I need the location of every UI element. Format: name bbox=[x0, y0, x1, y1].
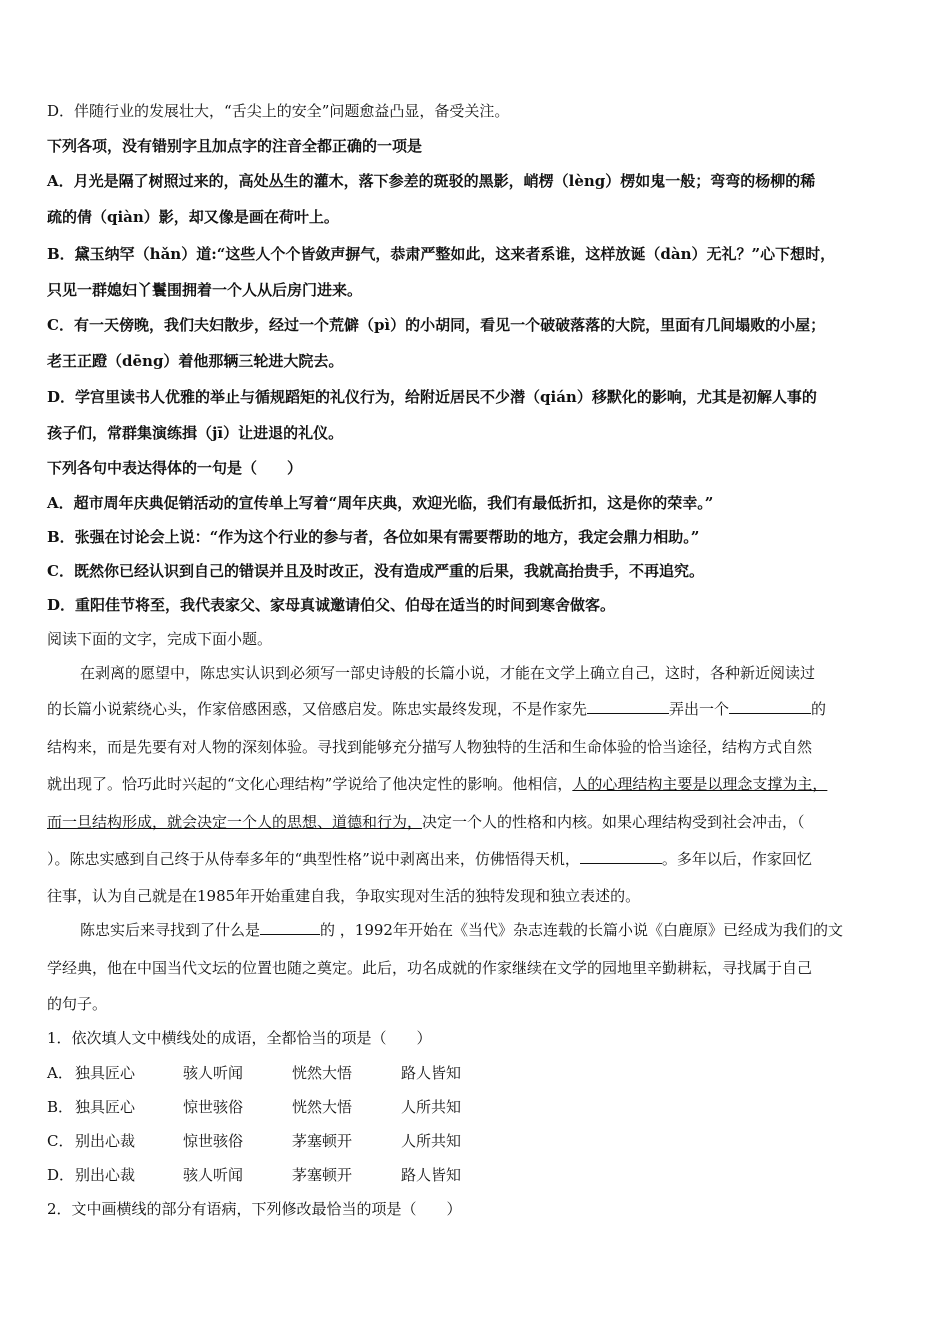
passage-text: ）。陈忠实感到自己终于从侍奉多年的“典型性格”说中剥离出来，仿佛悟得天机， bbox=[47, 850, 580, 868]
expression-option-a: A．超市周年庆典促销活动的宣传单上写着“周年庆典，欢迎光临，我们有最低折扣，这是你的荣幸。” bbox=[47, 494, 714, 512]
q1-option-word: 惊世骇俗 bbox=[183, 1098, 244, 1116]
expression-question-stem: 下列各句中表达得体的一句是（ ） bbox=[47, 459, 303, 477]
q1-option-word: 骇人听闻 bbox=[183, 1064, 244, 1082]
passage-line: 的句子。 bbox=[47, 995, 108, 1013]
q1-option-word: 骇人听闻 bbox=[183, 1166, 244, 1184]
pinyin-option-c-line2: 老王正蹬（dēng）着他那辆三轮进大院去。 bbox=[47, 352, 344, 370]
expression-option-c: C．既然你已经认识到自己的错误并且及时改正，没有造成严重的后果，我就高抬贵手，不再追究。 bbox=[47, 562, 704, 580]
pinyin-option-b-line1: B．黛玉纳罕（hǎn）道:“这些人个个皆敛声摒气，恭肃严整如此，这来者系谁，这样放诞（dàn）无礼？”心下想时， bbox=[47, 245, 836, 263]
passage-text: 陈忠实后来寻找到了什么是 bbox=[80, 921, 261, 939]
q1-option-word: 路人皆知 bbox=[401, 1166, 462, 1184]
pinyin-option-a-line2: 疏的倩（qiàn）影，却又像是画在荷叶上。 bbox=[47, 208, 339, 226]
q1-option-word: 人所共知 bbox=[401, 1098, 462, 1116]
underlined-sentence: 而一旦结构形成，就会决定一个人的思想、道德和行为， bbox=[47, 813, 423, 831]
q1-option-word: 独具匠心 bbox=[75, 1064, 136, 1082]
q0-option-d: D．伴随行业的发展壮大，“舌尖上的安全”问题愈益凸显，备受关注。 bbox=[47, 102, 510, 120]
passage-line bbox=[47, 774, 827, 794]
passage-line: 学经典，他在中国当代文坛的位置也随之奠定。此后，功名成就的作家继续在文学的园地里辛勤耕耘，寻找属于自己 bbox=[47, 959, 813, 977]
passage-text: 决定一个人的性格和内核。如果心理结构受到社会冲击，（ bbox=[422, 813, 805, 831]
fill-blank-4 bbox=[260, 920, 320, 935]
passage-text: 弄出一个 bbox=[669, 700, 730, 718]
expression-option-b: B．张强在讨论会上说：“作为这个行业的参与者，各位如果有需要帮助的地方，我定会鼎力相助。” bbox=[47, 528, 700, 546]
passage-text: 。多年以后，作家回忆 bbox=[661, 850, 812, 868]
q1-option-word: 独具匠心 bbox=[75, 1098, 136, 1116]
pinyin-option-c-line1: C．有一天傍晚，我们夫妇散步，经过一个荒僻（pì）的小胡同，看见一个破破落落的大院，里面有几间塌败的小屋； bbox=[47, 316, 826, 334]
passage-text: 就出现了。恰巧此时兴起的“文化心理结构”学说给了他决定性的影响。他相信， bbox=[47, 775, 573, 793]
expression-option-d: D．重阳佳节将至，我代表家父、家母真诚邀请伯父、伯母在适当的时间到寒舍做客。 bbox=[47, 596, 616, 614]
passage-line: 在剥离的愿望中，陈忠实认识到必须写一部史诗般的长篇小说，才能在文学上确立自己，这时，各种新近阅读过 bbox=[80, 664, 816, 682]
q1-option-word: 路人皆知 bbox=[401, 1064, 462, 1082]
fill-blank-2 bbox=[729, 699, 811, 714]
passage-line bbox=[47, 699, 826, 719]
fill-blank-1 bbox=[587, 699, 669, 714]
q1-option-letter: C． bbox=[47, 1132, 74, 1150]
passage-line: 结构来，而是先要有对人物的深刻体验。寻找到能够充分描写人物独特的生活和生命体验的恰当途径，结构方式自然 bbox=[47, 738, 813, 756]
q1-option-letter: D． bbox=[47, 1166, 75, 1184]
passage-line bbox=[47, 849, 812, 869]
passage-line bbox=[80, 920, 843, 940]
q1-option-letter: A． bbox=[47, 1064, 73, 1082]
q1-option-word: 人所共知 bbox=[401, 1132, 462, 1150]
fill-blank-3 bbox=[580, 849, 662, 864]
q1-option-word: 恍然大悟 bbox=[292, 1098, 353, 1116]
underlined-sentence: 人的心理结构主要是以理念支撑为主， bbox=[572, 775, 828, 793]
passage-text: 的 ，1992年开始在《当代》杂志连载的长篇小说《白鹿原》已经成为我们的文 bbox=[320, 921, 843, 939]
q2-stem: 2．文中画横线的部分有语病，下列修改最恰当的项是（ ） bbox=[47, 1200, 462, 1218]
reading-intro: 阅读下面的文字，完成下面小题。 bbox=[47, 630, 273, 648]
passage-line: 往事，认为自己就是在1985年开始重建自我，争取实现对生活的独特发现和独立表述的。 bbox=[47, 887, 641, 905]
q1-option-word: 惊世骇俗 bbox=[183, 1132, 244, 1150]
pinyin-option-b-line2: 只见一群媳妇丫鬟围拥着一个人从后房门进来。 bbox=[47, 281, 363, 299]
pinyin-option-a-line1: A．月光是隔了树照过来的，高处丛生的灌木，落下参差的斑驳的黑影，峭楞（lèng）楞如鬼一般；弯弯的杨柳的稀 bbox=[47, 172, 816, 190]
q1-option-word: 恍然大悟 bbox=[292, 1064, 353, 1082]
pinyin-question-stem: 下列各项，没有错别字且加点字的注音全都正确的一项是 bbox=[47, 137, 423, 155]
q1-option-word: 茅塞顿开 bbox=[292, 1132, 353, 1150]
passage-text: 的 bbox=[811, 700, 827, 718]
passage-text: 的长篇小说萦绕心头，作家倍感困惑，又倍感启发。陈忠实最终发现，不是作家先 bbox=[47, 700, 588, 718]
q1-option-word: 别出心裁 bbox=[75, 1166, 136, 1184]
q1-option-word: 茅塞顿开 bbox=[292, 1166, 353, 1184]
passage-line bbox=[47, 812, 805, 832]
pinyin-option-d-line1: D．学宫里读书人优雅的举止与循规蹈矩的礼仪行为，给附近居民不少潜（qián）移默化的影响，尤其是初解人事的 bbox=[47, 388, 817, 406]
q1-stem: 1．依次填人文中横线处的成语，全都恰当的项是（ ） bbox=[47, 1029, 432, 1047]
q1-option-letter: B． bbox=[47, 1098, 74, 1116]
pinyin-option-d-line2: 孩子们，常群集演练揖（jī）让进退的礼仪。 bbox=[47, 424, 344, 442]
q1-option-word: 别出心裁 bbox=[75, 1132, 136, 1150]
